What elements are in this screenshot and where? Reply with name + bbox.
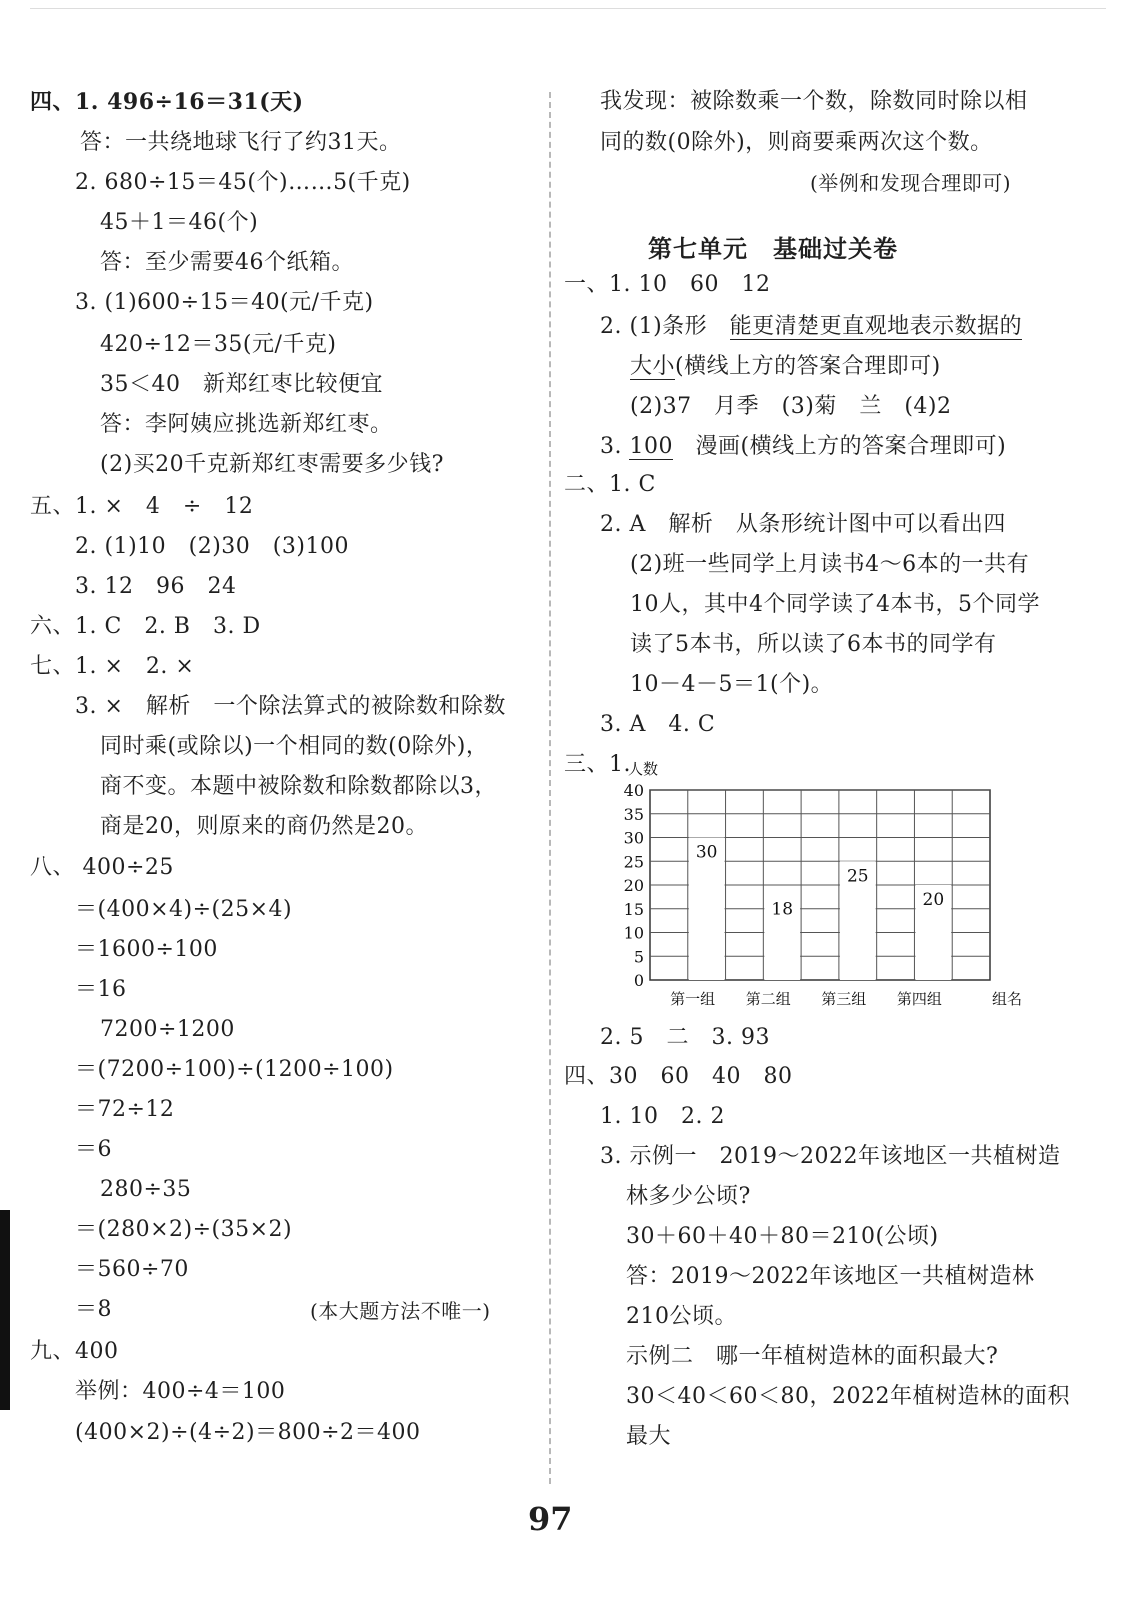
answer-line: 三、1.: [564, 752, 631, 777]
answer-line: 45＋1＝46(个): [100, 210, 259, 235]
answer-line: 3. A 4. C: [600, 712, 716, 737]
y-tick-label: 5: [633, 947, 644, 967]
answer-line: 3. × 解析 一个除法算式的被除数和除数: [75, 694, 506, 719]
answer-line: 3. (1)600÷15＝40(元/千克): [75, 290, 374, 315]
answer-line: (2)买20千克新郑红枣需要多少钱?: [100, 452, 444, 477]
answer-line: 九、400: [30, 1339, 119, 1364]
y-tick-label: 20: [623, 876, 644, 895]
answer-line: (400×2)÷(4÷2)＝800÷2＝400: [75, 1420, 421, 1445]
answer-line: 五、1. × 4 ÷ 12: [30, 494, 254, 519]
y-tick-label: 15: [623, 899, 644, 919]
answer-line: 四、30 60 40 80: [564, 1064, 793, 1089]
answer-line: ＝(7200÷100)÷(1200÷100): [75, 1057, 394, 1082]
answer-line: 示例二 哪一年植树造林的面积最大?: [626, 1344, 999, 1369]
answer-line: 3. 100 漫画(横线上方的答案合理即可): [600, 434, 1007, 459]
bar-value-label: 30: [695, 842, 718, 863]
answer-line: 二、1. C: [564, 472, 656, 497]
bar-value-label: 18: [771, 899, 794, 920]
bar-value-label: 25: [846, 866, 869, 887]
x-tick-label: 第二组: [745, 990, 791, 1008]
answer-line: ＝(400×4)÷(25×4): [75, 897, 293, 922]
answer-line: 商不变。本题中被除数和除数都除以3，: [100, 774, 497, 799]
answer-line: 四、1. 496÷16＝31(天): [30, 89, 304, 115]
answer-line: 读了5本书，所以读了6本书的同学有: [630, 632, 997, 657]
answer-line: 同的数(0除外)，则商要乘两次这个数。: [600, 130, 993, 155]
answer-line: 大小(横线上方的答案合理即可): [630, 354, 941, 379]
answer-line: 420÷12＝35(元/千克): [100, 332, 337, 357]
answer-line: ＝8: [75, 1297, 112, 1322]
answer-line: 35＜40 新郑红枣比较便宜: [100, 372, 383, 397]
y-tick-label: 30: [623, 828, 644, 848]
y-tick-label: 40: [623, 781, 644, 800]
answer-line: 10人，其中4个同学读了4本书，5个同学: [630, 592, 1040, 617]
answer-line: ＝560÷70: [75, 1257, 189, 1282]
top-rule: [30, 8, 1106, 9]
y-axis-label: 人数: [628, 760, 659, 778]
answer-line: 一、1. 10 60 12: [564, 272, 771, 297]
answer-line: (2)班一些同学上月读书4～6本的一共有: [630, 552, 1030, 577]
answer-line: 3. 示例一 2019～2022年该地区一共植树造: [600, 1144, 1061, 1169]
bar-value-label: 20: [922, 890, 945, 910]
column-divider: [549, 92, 551, 1484]
answer-line: 同时乘(或除以)一个相同的数(0除外)，: [100, 734, 489, 759]
answer-line: ＝72÷12: [75, 1097, 175, 1122]
answer-line: 答：李阿姨应挑选新郑红枣。: [100, 412, 393, 437]
answer-line: 六、1. C 2. B 3. D: [30, 614, 261, 639]
answer-line: (2)37 月季 (3)菊 兰 (4)2: [630, 394, 952, 419]
answer-line: 280÷35: [100, 1177, 192, 1202]
page-number: 97: [528, 1500, 573, 1538]
answer-line: 答：一共绕地球飞行了约31天。: [80, 130, 402, 155]
answer-line: 商是20，则原来的商仍然是20。: [100, 814, 428, 839]
answer-line: 2. 5 二 3. 93: [600, 1025, 770, 1050]
y-tick-label: 35: [623, 804, 644, 824]
answer-line: ＝6: [75, 1137, 112, 1162]
answer-line: 2. 680÷15＝45(个)……5(千克): [75, 170, 411, 195]
answer-line: 七、1. × 2. ×: [30, 654, 195, 679]
x-tick-label: 第三组: [821, 990, 867, 1008]
answer-line: 2. A 解析 从条形统计图中可以看出四: [600, 512, 1006, 537]
scan-edge-mark: [0, 1210, 10, 1410]
y-tick-label: 0: [633, 971, 644, 990]
answer-line: 210公顷。: [626, 1304, 737, 1329]
note: (举例和发现合理即可): [810, 171, 1012, 195]
answer-line: ＝(280×2)÷(35×2): [75, 1217, 293, 1242]
answer-line: 举例：400÷4＝100: [75, 1379, 286, 1404]
answer-line: 2. (1)10 (2)30 (3)100: [75, 534, 349, 559]
answer-line: ＝1600÷100: [75, 937, 218, 962]
answer-line: 1. 10 2. 2: [600, 1104, 725, 1129]
x-axis-label: 组名: [992, 990, 1023, 1008]
answer-line: 30＋60＋40＋80＝210(公顷): [626, 1224, 939, 1249]
bar-chart: [600, 750, 1040, 1015]
answer-line: 林多少公顷?: [626, 1184, 751, 1209]
x-tick-label: 第四组: [896, 990, 942, 1008]
answer-line: 10－4－5＝1(个)。: [630, 672, 834, 697]
answer-line: 7200÷1200: [100, 1017, 235, 1042]
x-tick-label: 第一组: [670, 990, 716, 1008]
answer-line: 30＜40＜60＜80，2022年植树造林的面积: [626, 1384, 1070, 1409]
unit-heading: 第七单元 基础过关卷: [648, 235, 898, 263]
answer-line: ＝16: [75, 977, 127, 1002]
y-tick-label: 10: [623, 923, 644, 943]
y-tick-label: 25: [623, 852, 644, 872]
answer-line: 最大: [626, 1424, 672, 1449]
answer-line: 答：至少需要46个纸箱。: [100, 250, 354, 275]
answer-line: 3. 12 96 24: [75, 574, 237, 599]
answer-line: 答：2019～2022年该地区一共植树造林: [626, 1264, 1035, 1289]
answer-line: 八、 400÷25: [30, 855, 174, 880]
method-note: (本大题方法不唯一): [310, 1299, 491, 1323]
answer-line: 2. (1)条形 能更清楚更直观地表示数据的: [600, 314, 1023, 339]
answer-line: 我发现：被除数乘一个数，除数同时除以相: [600, 89, 1028, 114]
